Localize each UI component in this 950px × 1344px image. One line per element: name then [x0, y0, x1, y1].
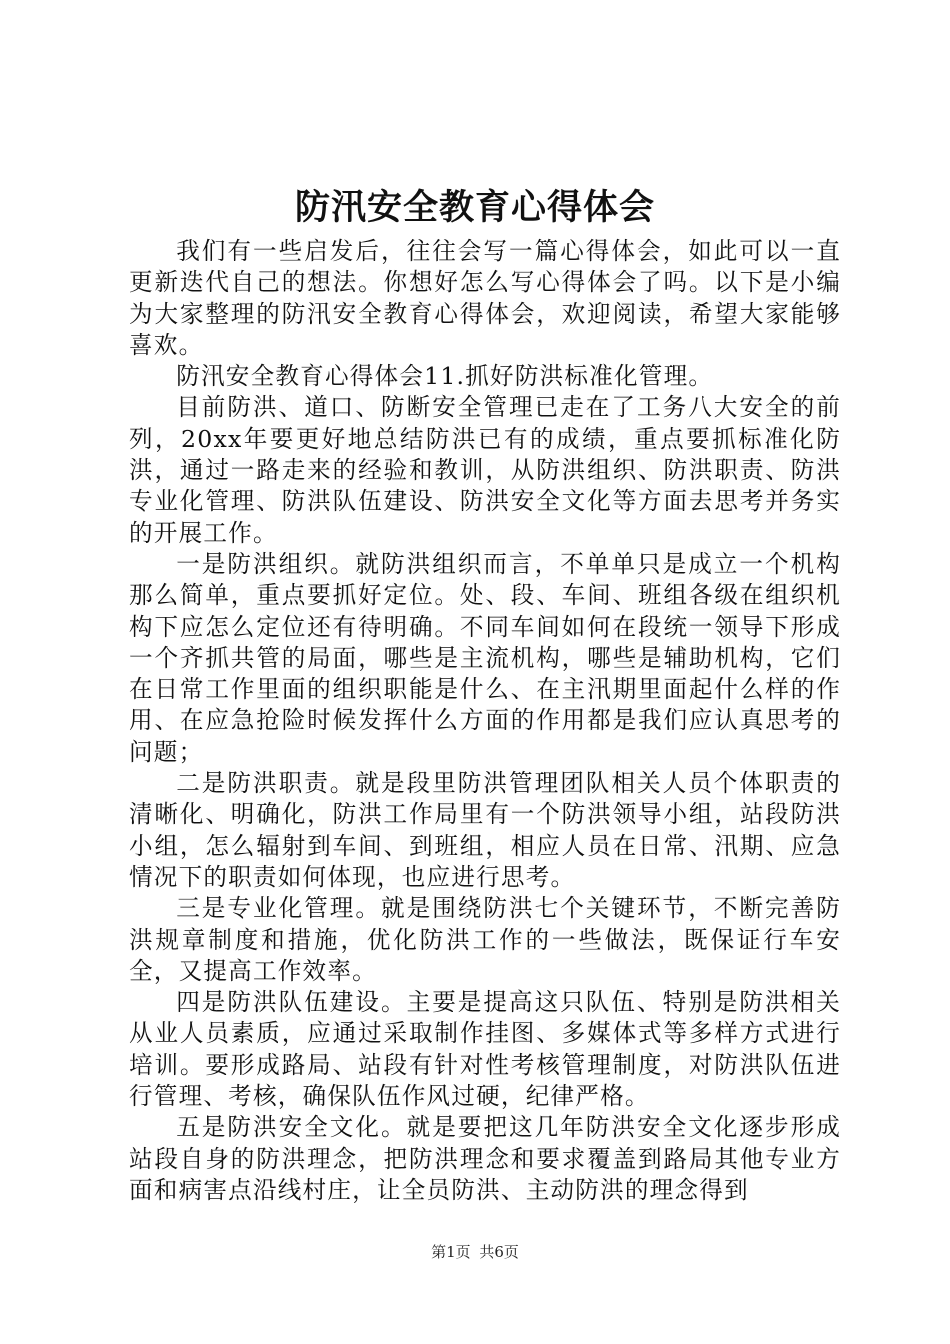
page-footer [0, 1240, 950, 1264]
document-body [129, 236, 841, 1206]
paragraph-team: 四是防洪队伍建设。主要是提高这只队伍、特别是防洪相关从业人员素质，应通过采取制作挂图、多媒体式等多样方式进行培训。要形成路局、站段有针对性考核管理制度，对防洪队伍进行管理、考核，确保队伍作风过硬，纪律严格。 [129, 988, 841, 1111]
document-title: 防汛安全教育心得体会 [294, 188, 655, 228]
page-number: 第1页 [431, 1243, 471, 1261]
paragraph-overview: 目前防洪、道口、防断安全管理已走在了工务八大安全的前列，20xx年要更好地总结防洪已有的成绩，重点要抓标准化防洪，通过一路走来的经验和教训，从防洪组织、防洪职责、防洪专业化管理、防洪队伍建设、防洪安全文化等方面去思考并务实的开展工作。 [129, 393, 841, 547]
paragraph-management: 三是专业化管理。就是围绕防洪七个关键环节，不断完善防洪规章制度和措施，优化防洪工作的一些做法，既保证行车安全，又提高工作效率。 [129, 894, 841, 985]
paragraph-organization: 一是防洪组织。就防洪组织而言，不单单只是成立一个机构那么简单，重点要抓好定位。处、段、车间、班组各级在组织机构下应怎么定位还有待明确。不同车间如何在段统一领导下形成一个齐抓共管的局面，哪些是主流机构，哪些是辅助机构，它们在日常工作里面的组织职能是什么、在主汛期里面起什么样的作用、在应急抢险时候发挥什么方面的作用都是我们应认真思考的问题； [129, 549, 841, 766]
paragraph-intro: 我们有一些启发后，往往会写一篇心得体会，如此可以一直更新迭代自己的想法。你想好怎么写心得体会了吗。以下是小编为大家整理的防汛安全教育心得体会，欢迎阅读，希望大家能够喜欢。 [129, 237, 841, 359]
page-total: 共6页 [479, 1243, 519, 1261]
paragraph-heading: 防汛安全教育心得体会11.抓好防洪标准化管理。 [176, 362, 714, 391]
paragraph-culture: 五是防洪安全文化。就是要把这几年防洪安全文化逐步形成站段自身的防洪理念，把防洪理念和要求覆盖到路局其他专业方面和病害点沿线村庄，让全员防洪、主动防洪的理念得到 [129, 1113, 841, 1204]
paragraph-responsibility: 二是防洪职责。就是段里防洪管理团队相关人员个体职责的清晰化、明确化，防洪工作局里有一个防洪领导小组，站段防洪小组，怎么辐射到车间、到班组，相应人员在日常、汛期、应急情况下的职责如何体现，也应进行思考。 [129, 769, 841, 891]
